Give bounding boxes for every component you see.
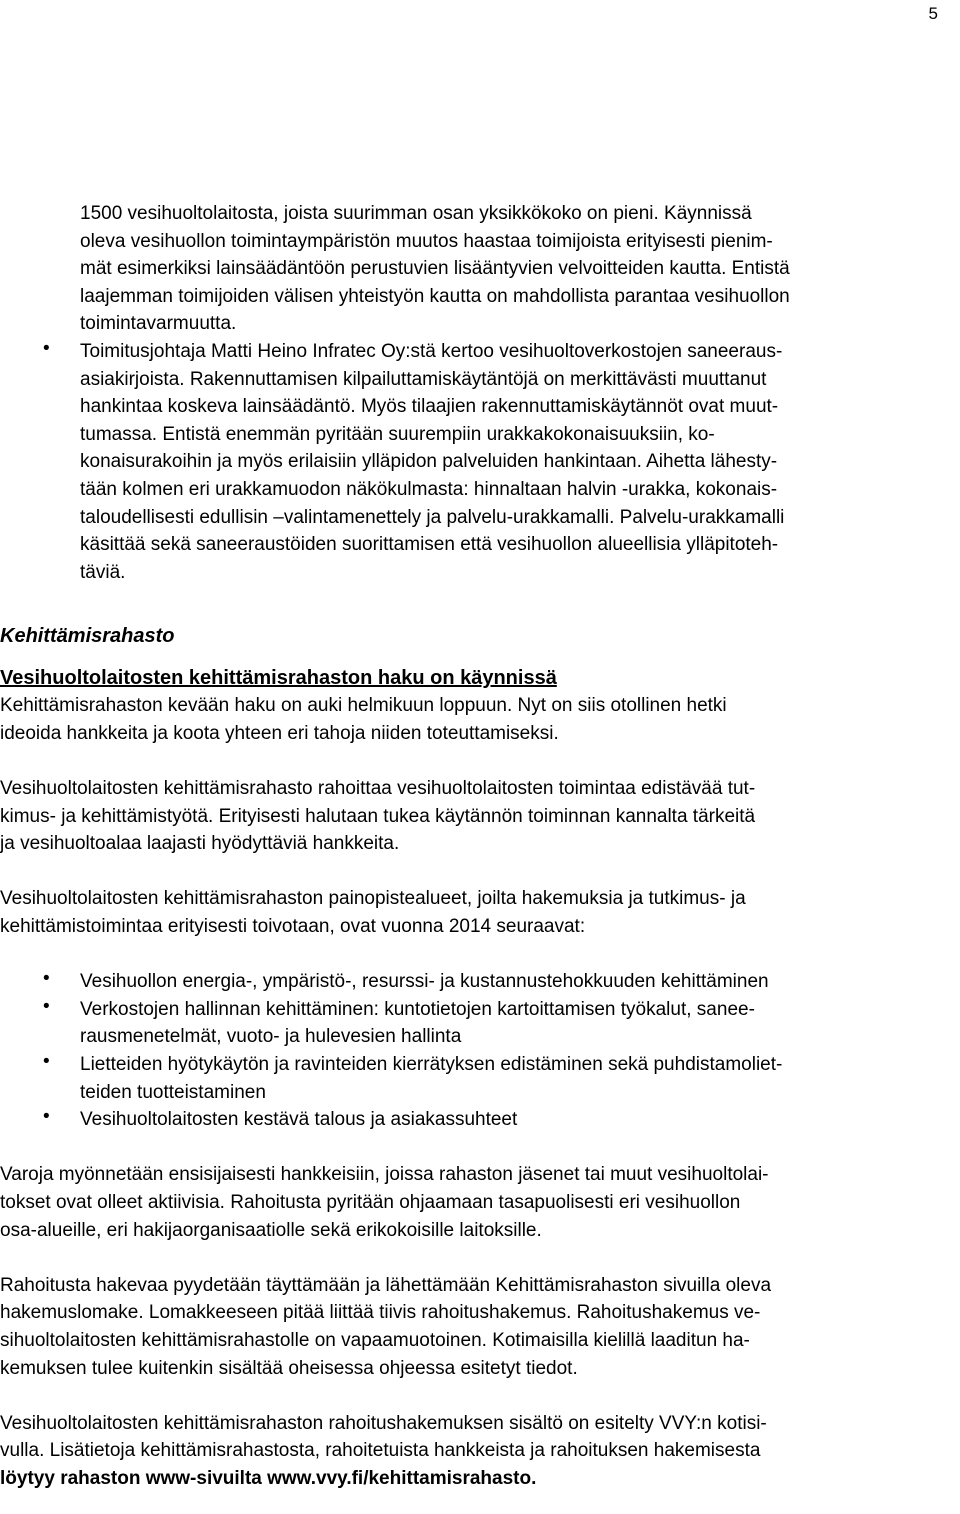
document-body: [0, 200, 960, 1493]
text-line: teiden tuotteistaminen: [80, 1081, 266, 1103]
text-line: kehittämistoimintaa erityisesti toivotaan, ovat vuonna 2014 seuraavat:: [0, 916, 586, 938]
bullet-item: [0, 338, 960, 586]
text-line: Vesihuoltolaitosten kehittämisrahaston rahoitushakemuksen sisältö on esitelty VVY:n kotisi-: [0, 1412, 767, 1434]
text-line: ja vesihuoltoalaa laajasti hyödyttäviä hankkeita.: [0, 833, 400, 855]
text-line: Kehittämisrahaston kevään haku on auki helmikuun loppuun. Nyt on siis otollinen hetki: [0, 695, 727, 717]
intro-paragraph: [0, 200, 960, 338]
list-item: [0, 996, 960, 1051]
text-line: hakemuslomake. Lomakkeeseen pitää liittää tiivis rahoitushakemus. Rahoitushakemus ve-: [0, 1302, 761, 1324]
text-line: osa-alueille, eri hakijaorganisaatiolle sekä erikokoisille laitoksille.: [0, 1219, 542, 1241]
bullet-icon: •: [43, 968, 50, 990]
paragraph-2: [0, 775, 960, 858]
bullet-icon: •: [43, 337, 50, 359]
paragraph-4: [0, 1161, 960, 1244]
text-line: hankintaa koskeva lainsäädäntö. Myös tilaajien rakennuttamiskäytännöt ovat muut-: [80, 396, 779, 418]
subheading: Vesihuoltolaitosten kehittämisrahaston haku on käynnissä: [0, 667, 557, 690]
list-item: [0, 1051, 960, 1106]
text-line: tumassa. Entistä enemmän pyritään suurempiin urakkakokonaisuuksiin, ko-: [80, 423, 715, 445]
text-line: Varoja myönnetään ensisijaisesti hankkeisiin, joissa rahaston jäsenet tai muut vesihuoltolai-: [0, 1164, 769, 1186]
text-line: konaisurakoihin ja myös erilaisiin ylläpidon palveluiden hankintaan. Aihetta lähesty-: [80, 451, 778, 473]
bullet-icon: •: [43, 1051, 50, 1073]
text-line: toimintavarmuutta.: [80, 313, 237, 335]
paragraph-6: [0, 1410, 960, 1493]
website-link-text: löytyy rahaston www-sivuilta www.vvy.fi/kehittamisrahasto.: [0, 1467, 537, 1489]
text-line: mät esimerkiksi lainsäädäntöön perustuvien lisääntyvien velvoitteiden kautta. Entistä: [80, 258, 790, 280]
text-line: Lietteiden hyötykäytön ja ravinteiden kierrätyksen edistäminen sekä puhdistamoliet-: [80, 1054, 783, 1076]
text-line: Toimitusjohtaja Matti Heino Infratec Oy:stä kertoo vesihuoltoverkostojen saneeraus-: [80, 340, 783, 362]
paragraph-3: [0, 885, 960, 940]
text-line: Verkostojen hallinnan kehittäminen: kuntotietojen kartoittamisen työkalut, sanee-: [80, 998, 755, 1020]
paragraph-1: [0, 692, 960, 747]
page-number: 5: [928, 4, 938, 23]
text-line: ideoida hankkeita ja koota yhteen eri tahoja niiden toteuttamiseksi.: [0, 722, 559, 744]
text-line: täviä.: [80, 561, 126, 583]
text-line: tään kolmen eri urakkamuodon näkökulmasta: hinnaltaan halvin -urakka, kokonais-: [80, 478, 778, 500]
text-line: vulla. Lisätietoja kehittämisrahastosta, rahoitetuista hankkeista ja rahoituksen hakemisesta: [0, 1440, 761, 1462]
list-item: [0, 968, 960, 996]
text-line: Vesihuoltolaitosten kehittämisrahasto rahoittaa vesihuoltolaitosten toimintaa edistävää tut-: [0, 778, 756, 800]
text-line: rausmenetelmät, vuoto- ja hulevesien hallinta: [80, 1026, 462, 1048]
text-line: laajemman toimijoiden välisen yhteistyön kautta on mahdollista parantaa vesihuollon: [80, 285, 790, 307]
text-line: käsittää sekä saneeraustöiden suorittamisen että vesihuollon alueellisia ylläpitoteh-: [80, 534, 779, 556]
text-line: Rahoitusta hakevaa pyydetään täyttämään ja lähettämään Kehittämisrahaston sivuilla oleva: [0, 1274, 772, 1296]
text-line: 1500 vesihuoltolaitosta, joista suurimman osan yksikkökoko on pieni. Käynnissä: [80, 203, 752, 224]
text-line: Vesihuoltolaitosten kehittämisrahaston painopistealueet, joilta hakemuksia ja tutkimus- ja: [0, 888, 746, 910]
paragraph-5: [0, 1272, 960, 1382]
list-item: [0, 1106, 960, 1134]
text-line: kimus- ja kehittämistyötä. Erityisesti halutaan tukea käytännön toiminnan kannalta tärkeitä: [0, 805, 756, 827]
text-line: sihuoltolaitosten kehittämisrahastolle on vapaamuotoinen. Kotimaisilla kielillä laaditun ha-: [0, 1329, 750, 1351]
text-line: taloudellisesti edullisin –valintamenettely ja palvelu-urakkamalli. Palvelu-urakkamalli: [80, 506, 785, 528]
text-line: Vesihuollon energia-, ympäristö-, resurssi- ja kustannustehokkuuden kehittäminen: [80, 971, 769, 993]
section-heading: Kehittämisrahasto: [0, 625, 175, 648]
bullet-icon: •: [43, 995, 50, 1017]
bullet-icon: •: [43, 1106, 50, 1128]
focus-list: [0, 968, 960, 1134]
text-line: oleva vesihuollon toimintaympäristön muutos haastaa toimijoista erityisesti pienim-: [80, 230, 773, 252]
text-line: tokset ovat olleet aktiivisia. Rahoitusta pyritään ohjaamaan tasapuolisesti eri vesihuollon: [0, 1192, 741, 1213]
text-line: asiakirjoista. Rakennuttamisen kilpailuttamiskäytäntöjä on merkittävästi muuttanut: [80, 368, 767, 390]
text-line: kemuksen tulee kuitenkin sisältää oheisessa ohjeessa esitetyt tiedot.: [0, 1357, 578, 1379]
text-line: Vesihuoltolaitosten kestävä talous ja asiakassuhteet: [80, 1109, 518, 1131]
